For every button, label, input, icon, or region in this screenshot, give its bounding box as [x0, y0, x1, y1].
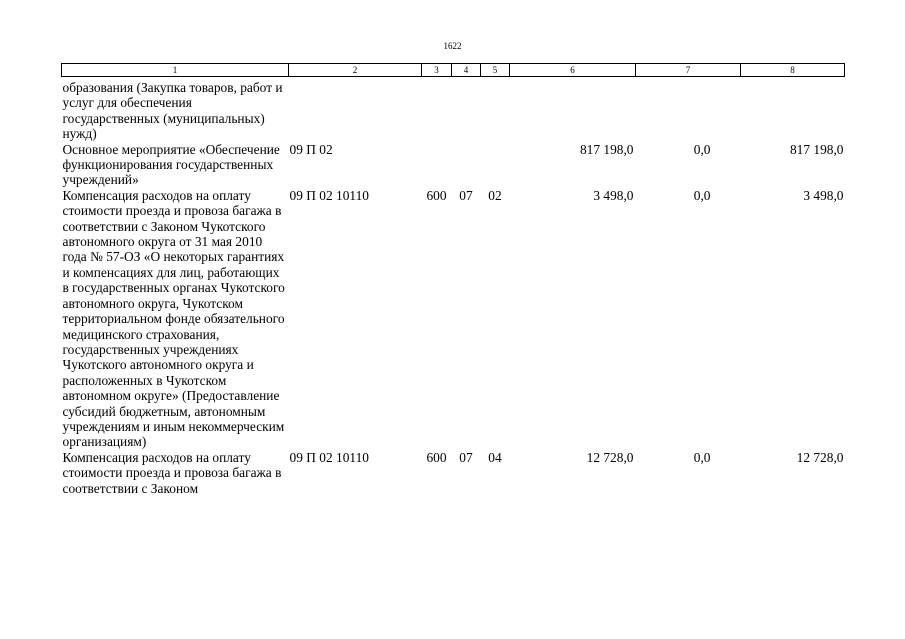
row-name: Основное мероприятие «Обеспечение функционирования государственных учреждений» — [62, 141, 280, 188]
table-header-row — [62, 64, 845, 77]
header-col-2: 2 — [289, 64, 422, 77]
table-row — [62, 188, 845, 450]
header-col-6: 6 — [510, 64, 636, 77]
row-col6: 3 498,0 — [593, 187, 634, 203]
row-col8: 12 728,0 — [796, 449, 844, 465]
header-col-5: 5 — [481, 64, 510, 77]
row-rz — [452, 142, 481, 188]
row-col6: 12 728,0 — [586, 449, 634, 465]
row-col7: 0,0 — [693, 141, 711, 157]
row-name: Компенсация расходов на оплату стоимости проезда и провоза багажа в соответствии с Законом Чукотского автономного округа от 31 мая 2010 года № 57-ОЗ «О некоторых гарантиях и компенсациях для лиц, работающих в государственных органах Чукотского автономного округа, Чукотском территориальном фонде обязательного медицинского страхования, государственных учреждениях Чукотского автономного округа и расположенных в Чукотском автономном округе» (Предоставление субсидий бюджетным, автономным учреждениям и иным некоммерческим организациям) — [62, 187, 285, 450]
table-row — [62, 450, 845, 496]
row-col8: 3 498,0 — [803, 187, 844, 203]
table-row — [62, 142, 845, 188]
row-col6 — [510, 77, 636, 142]
row-col7: 0,0 — [693, 449, 711, 465]
row-code: 09 П 02 10110 — [289, 187, 369, 203]
row-rz: 07 — [459, 449, 473, 465]
row-vr — [422, 77, 452, 142]
header-col-4: 4 — [452, 64, 481, 77]
row-code: 09 П 02 — [289, 141, 333, 157]
row-col8 — [741, 77, 845, 142]
row-pr — [481, 142, 510, 188]
row-name: Компенсация расходов на оплату стоимости проезда и провоза багажа в соответствии с Законом — [62, 449, 282, 496]
row-vr — [422, 142, 452, 188]
header-col-1: 1 — [62, 64, 289, 77]
header-col-3: 3 — [422, 64, 452, 77]
header-col-8: 8 — [741, 64, 845, 77]
page-number: 1622 — [443, 41, 462, 51]
row-vr: 600 — [426, 187, 447, 203]
row-col8: 817 198,0 — [789, 141, 844, 157]
row-pr — [481, 77, 510, 142]
row-col6: 817 198,0 — [579, 141, 634, 157]
header-col-7: 7 — [636, 64, 741, 77]
row-code: 09 П 02 10110 — [289, 449, 369, 465]
row-pr: 02 — [488, 187, 502, 203]
row-pr: 04 — [488, 449, 502, 465]
row-name: образования (Закупка товаров, работ и услуг для обеспечения государственных (муниципальных) нужд) — [62, 80, 283, 142]
budget-table — [61, 63, 845, 496]
table-row — [62, 77, 845, 142]
row-col7 — [636, 77, 741, 142]
row-rz — [452, 77, 481, 142]
row-vr: 600 — [426, 449, 447, 465]
row-code — [289, 77, 422, 142]
row-col7: 0,0 — [693, 187, 711, 203]
row-rz: 07 — [459, 187, 473, 203]
